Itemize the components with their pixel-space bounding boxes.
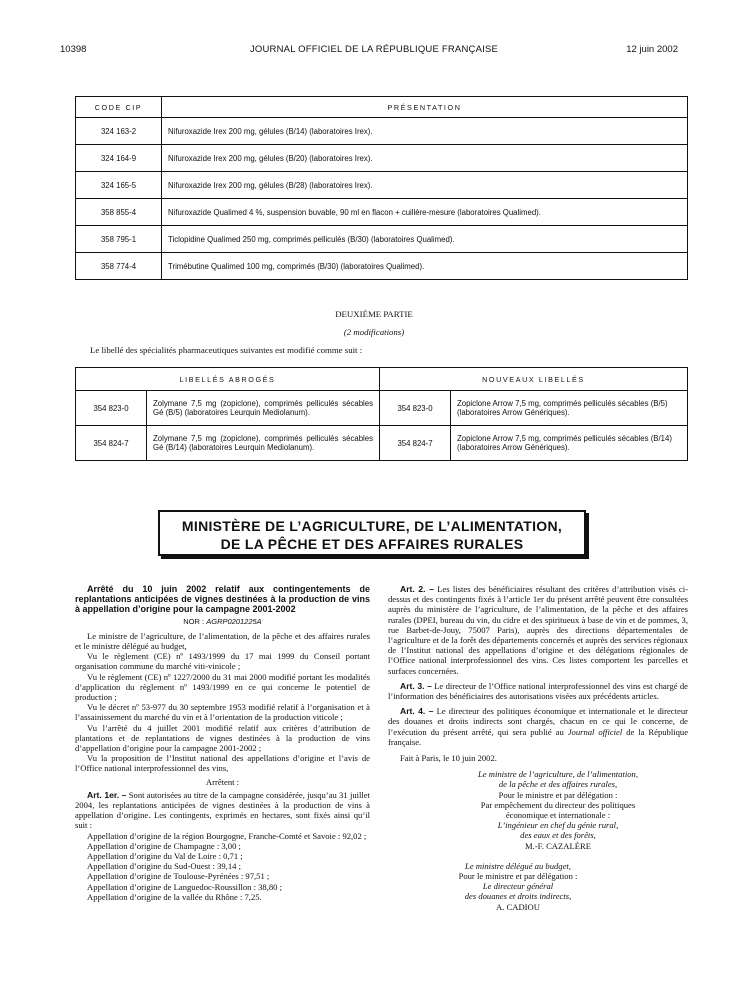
cip-code: 358 795-1 <box>76 226 162 253</box>
cip-code: 324 163-2 <box>76 118 162 145</box>
table-header-row <box>76 368 688 391</box>
column-header-old-labels: LIBELLÉS ABROGÉS <box>76 368 380 391</box>
nor-label: NOR : <box>183 616 205 626</box>
signature-line: L’ingénieur en chef du génie rural, <box>497 820 619 831</box>
ministry-line-1: MINISTÈRE DE L’AGRICULTURE, DE L’ALIMENTATION, <box>181 518 563 534</box>
list-item: Appellation d’origine du Val de Loire : 0,71 ; <box>87 851 243 862</box>
presentation-text: Nifuroxazide Irex 200 mg, gélules (B/14) (laboratoires Irex). <box>162 118 688 145</box>
presentation-text: Nifuroxazide Qualimed 4 %, suspension buvable, 90 ml en flacon + cuillère-mesure (laboratoires Qualimed). <box>162 199 688 226</box>
signature-line: Par empêchement du directeur des politiques <box>480 799 636 810</box>
table-row <box>76 226 688 253</box>
table-row <box>76 172 688 199</box>
journal-title: JOURNAL OFFICIEL DE LA RÉPUBLIQUE FRANÇAISE <box>249 44 499 55</box>
table-row <box>76 199 688 226</box>
list-item: Appellation d’origine de la région Bourgogne, Franche-Comté et Savoie : 92,02 ; <box>87 830 367 841</box>
article-4-journal: Journal officiel <box>567 726 623 737</box>
signature-line: Le directeur général <box>482 881 554 892</box>
section-subtitle: (2 modifications) <box>343 327 405 337</box>
paragraph: Le ministre de l’agriculture, de l’alimentation, de la pêche et des affaires rurales et le ministre délégué au budget, <box>75 630 370 652</box>
new-code: 354 824-7 <box>380 426 451 461</box>
old-code: 354 824-7 <box>76 426 147 461</box>
ministry-line-2: DE LA PÊCHE ET DES AFFAIRES RURALES <box>220 536 524 552</box>
article-2-text: Les listes des bénéficiaires résultant des critères d’attribution visés ci-dessus et des contingents fixés à l’article 1er du présent arrêté peuvent être consultées auprès du ministère de l’agriculture, de l’alimentation, de la pêche et des affaires rurales (DPEI, bureau du vin, du cidre et des spiritueux à base de vin et de pommes, 3, rue Barbet-de-Jouy, 75007 Paris), auprès des directions départementales de l’agriculture et de la forêt des départements concernés et auprès des services régionaux de l’Institut national des appellations d’origine et des délégations régionales de l’Office national interprofessionnel des vins. Ces listes comportent les parcelles et surfaces concernées. <box>388 584 688 676</box>
article-1-text: Sont autorisées au titre de la campagne considérée, jusqu’au 31 juillet 2004, les replantations anticipées de vignes destinées à la production de vins à appellation d’origine. Les contingents, exprimés en hectares, sont fixés ainsi qu’il suit : <box>75 789 370 831</box>
signature-line: des eaux et des forêts, <box>520 830 596 841</box>
signatory-name: M.-F. CAZALÈRE <box>525 840 591 851</box>
list-item: Appellation d’origine du Sud-Ouest : 39,14 ; <box>87 861 241 872</box>
signatory-name: A. CADIOU <box>496 901 540 912</box>
paragraph: Vu le règlement (CE) nº 1493/1999 du 17 mai 1999 du Conseil portant organisation commune du marché viti-vinicole ; <box>75 651 370 672</box>
column-header-presentation: PRÉSENTATION <box>162 97 688 118</box>
paragraph: Vu le règlement (CE) nº 1227/2000 du 31 mai 2000 modifié portant les modalités d’application du règlement nº 1493/1999 en ce qui concerne le potentiel de production ; <box>75 671 370 703</box>
ministry-heading-box <box>158 510 586 556</box>
article-3-label: Art. 3. – <box>400 680 432 691</box>
article-1 <box>75 790 370 831</box>
cip-code: 324 164-9 <box>76 145 162 172</box>
signature-block-agriculture <box>388 769 688 851</box>
table-row <box>76 253 688 280</box>
presentation-text: Trimébutine Qualimed 100 mg, comprimés (B/30) (laboratoires Qualimed). <box>162 253 688 280</box>
paragraph: Vu la proposition de l’Institut national des appellations d’origine et l’avis de l’Office national interprofessionnel des vins, <box>75 753 370 774</box>
new-code: 354 823-0 <box>380 391 451 426</box>
signature-line: Pour le ministre et par délégation : <box>498 789 618 800</box>
arretent: Arrêtent : <box>205 776 240 787</box>
article-4-end: de la République française. <box>388 726 689 747</box>
article-3-text: Le directeur de l’Office national interprofessionnel des vins est chargé de l’information des bénéficiaires des autorisations visées aux précédents articles. <box>388 680 688 702</box>
cip-code: 324 165-5 <box>76 172 162 199</box>
signature-line: Le ministre délégué au budget, <box>465 860 571 871</box>
section-intro: Le libellé des spécialités pharmaceutiques suivantes est modifié comme suit : <box>90 345 363 355</box>
table-row <box>76 426 688 461</box>
article-2 <box>388 584 688 676</box>
modification-table <box>75 367 688 461</box>
nor-code: AGRP0201225A <box>206 616 262 626</box>
right-column <box>388 584 688 912</box>
paragraph: Vu le décret nº 53-977 du 30 septembre 1953 modifié relatif à l’organisation et à l’assainissement du marché du vin et à l’orientation de la production viticole ; <box>75 702 370 723</box>
signature-line: Pour le ministre et par délégation : <box>458 871 578 882</box>
article-4-text: Le directeur des politiques économique et internationale et le directeur des douanes et droits indirects sont chargés, chacun en ce qui le concerne, de l’exécution du présent arrêté, qui sera publié au <box>388 706 688 737</box>
old-label: Zolymane 7,5 mg (zopiclone), comprimés pelliculés sécables Gé (B/5) (laboratoires Leurquin Mediolanum). <box>147 391 380 426</box>
table-header-row <box>76 97 688 118</box>
presentation-text: Ticlopidine Qualimed 250 mg, comprimés pelliculés (B/30) (laboratoires Qualimed). <box>162 226 688 253</box>
signature-line: économique et internationale : <box>505 810 611 821</box>
new-label: Zopiclone Arrow 7,5 mg, comprimés pelliculés sécables (B/14) (laboratoires Arrow Génériques). <box>451 426 688 461</box>
signature-line: des douanes et droits indirects, <box>464 891 572 902</box>
page-date: 12 juin 2002 <box>626 44 678 55</box>
table-row <box>76 391 688 426</box>
list-item: Appellation d’origine de Languedoc-Roussillon : 38,80 ; <box>87 881 282 892</box>
cip-code: 358 774-4 <box>76 253 162 280</box>
article-2-label: Art. 2. – <box>400 584 434 594</box>
article-1-label: Art. 1er. – <box>87 789 127 800</box>
old-code: 354 823-0 <box>76 391 147 426</box>
old-label: Zolymane 7,5 mg (zopiclone), comprimés pelliculés sécables Gé (B/14) (laboratoires Leurquin Mediolanum). <box>147 426 380 461</box>
page-number: 10398 <box>60 44 87 55</box>
decree-title: Arrêté du 10 juin 2002 relatif aux contingentements de replantations anticipées de vignes destinées à la production de vins à appellation d’origine pour la campagne 2001-2002 <box>75 584 370 615</box>
signature-line: Le ministre de l’agriculture, de l’alimentation, <box>478 769 638 780</box>
signature-block-budget <box>388 861 688 912</box>
paragraph: Vu l’arrêté du 4 juillet 2001 modifié relatif aux critères d’attribution de plantations et de replantations de vignes destinées à la production de vins d’appellation d’origine pour la campagne 2001-2002 ; <box>75 722 370 754</box>
article-3 <box>388 681 688 701</box>
article-4 <box>388 706 688 747</box>
article-4-label: Art. 4. – <box>400 706 434 717</box>
done-at: Fait à Paris, le 10 juin 2002. <box>400 753 497 764</box>
presentation-text: Nifuroxazide Irex 200 mg, gélules (B/28) (laboratoires Irex). <box>162 172 688 199</box>
table-row <box>76 145 688 172</box>
signature-line: de la pêche et des affaires rurales, <box>498 779 618 790</box>
section-title: DEUXIÈME PARTIE <box>335 309 413 319</box>
cip-code: 358 855-4 <box>76 199 162 226</box>
list-item: Appellation d’origine de la vallée du Rhône : 7,25. <box>87 891 262 902</box>
nor-reference <box>75 617 370 627</box>
column-header-new-labels: NOUVEAUX LIBELLÉS <box>380 368 688 391</box>
presentation-table <box>75 96 688 280</box>
presentation-text: Nifuroxazide Irex 200 mg, gélules (B/20) (laboratoires Irex). <box>162 145 688 172</box>
list-item: Appellation d’origine de Toulouse-Pyrénées : 97,51 ; <box>87 871 270 882</box>
new-label: Zopiclone Arrow 7,5 mg, comprimés pelliculés sécables (B/5) (laboratoires Arrow Génériques). <box>451 391 688 426</box>
left-column <box>75 584 370 902</box>
column-header-code-cip: CODE CIP <box>76 97 162 118</box>
list-item: Appellation d’origine de Champagne : 3,00 ; <box>87 840 241 851</box>
table-row <box>76 118 688 145</box>
